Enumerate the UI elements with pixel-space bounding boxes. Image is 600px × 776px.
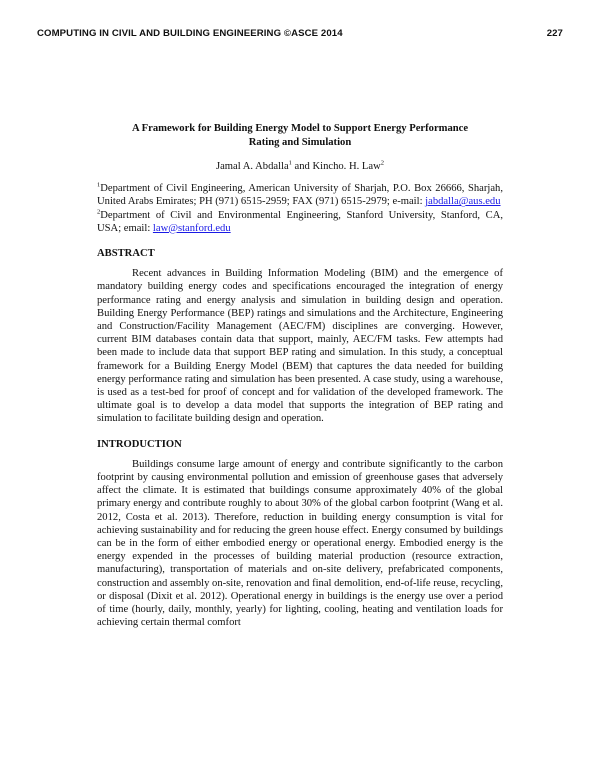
author-separator: and bbox=[291, 161, 313, 172]
author-1-marker: 1 bbox=[288, 159, 292, 167]
affiliation-1-text: Department of Civil Engineering, American University of Sharjah, P.O. Box 26666, Sharjah, United Arabs Emirates; PH (971) 6515-2959; FAX (971) 6515-2979; e-mail: bbox=[97, 183, 503, 208]
author-1: Jamal A. Abdalla bbox=[215, 161, 289, 172]
introduction-heading: INTRODUCTION bbox=[97, 438, 182, 450]
author-2-marker: 2 bbox=[380, 159, 385, 167]
affiliation-2-marker: 2 bbox=[97, 208, 101, 216]
email-link-2[interactable]: law@stanford.edu bbox=[152, 222, 231, 234]
email-link-1[interactable]: jabdalla@aus.edu bbox=[425, 196, 501, 208]
page-number: 227 bbox=[546, 28, 563, 39]
running-header bbox=[37, 28, 563, 39]
introduction-text: Buildings consume large amount of energy and contribute significantly to the carbon footprint by causing environmental pollution and emission of greenhouse gases that adversely affect the climate. It is estimated that buildings consume approximately 40% of the global primary energy and contribute roughly to about 30% of the global carbon footprint (Wang et al. 2012, Costa et al. 2013). Therefore, reduction in building energy consumption is vital for achieving sustainability and for reducing the green house effect. Energy consumed by buildings can be in the form of either embodied energy or operational energy. Embodied energy is the energy expended in the processes of building material production (resource extraction, manufacturing), transportation of materials and on-site delivery, prefabricated components, construction and assembly on-site, renovation and final demolition, end-of-life reuse, recycling, or disposal (Dixit et al. 2012). Operational energy in buildings is the energy use over a period of time (hourly, daily, monthly, yearly) for lighting, cooling, heating and ventilation loads for achieving certain thermal comfort bbox=[97, 458, 503, 629]
abstract-text: Recent advances in Building Information Modeling (BIM) and the emergence of mandatory building energy codes and specifications encouraged the integration of energy performance rating and energy analysis and simulation in building design and operation. Building Energy Performance (BEP) ratings and simulations and the Architecture, Engineering and Construction/Facility Management (AEC/FM) disciplines are converging. However, current BIM databases contain data that support, mainly, AEC/FM tasks. Few attempts had been made to include data that support BEP rating and simulation. In this study, a conceptual framework for a Building Energy Model (BEM) that captures the data needed for building energy performance rating and simulation has been presented. A case study, using a warehouse, is used as a test-bed for proof of concept and for validation of the developed framework. The ultimate goal is to develop a data model that supports the integration of BEP rating and simulation to facilitate building design and operation. bbox=[97, 268, 503, 425]
affiliation-2-text: Department of Civil and Environmental Engineering, Stanford University, Stanford, CA, USA; email: bbox=[97, 209, 503, 234]
author-2: Kincho. H. Law bbox=[312, 161, 381, 172]
author-line bbox=[97, 160, 503, 173]
abstract-heading: ABSTRACT bbox=[97, 248, 155, 260]
journal-name: COMPUTING IN CIVIL AND BUILDING ENGINEERING ©ASCE 2014 bbox=[37, 28, 343, 39]
affiliation-1 bbox=[97, 182, 503, 208]
affiliations bbox=[97, 182, 503, 235]
affiliation-2 bbox=[97, 209, 503, 235]
affiliation-1-marker: 1 bbox=[97, 181, 101, 189]
page-content bbox=[97, 122, 503, 630]
paper-title: A Framework for Building Energy Model to Support Energy Performance Rating and Simulation bbox=[131, 123, 469, 148]
